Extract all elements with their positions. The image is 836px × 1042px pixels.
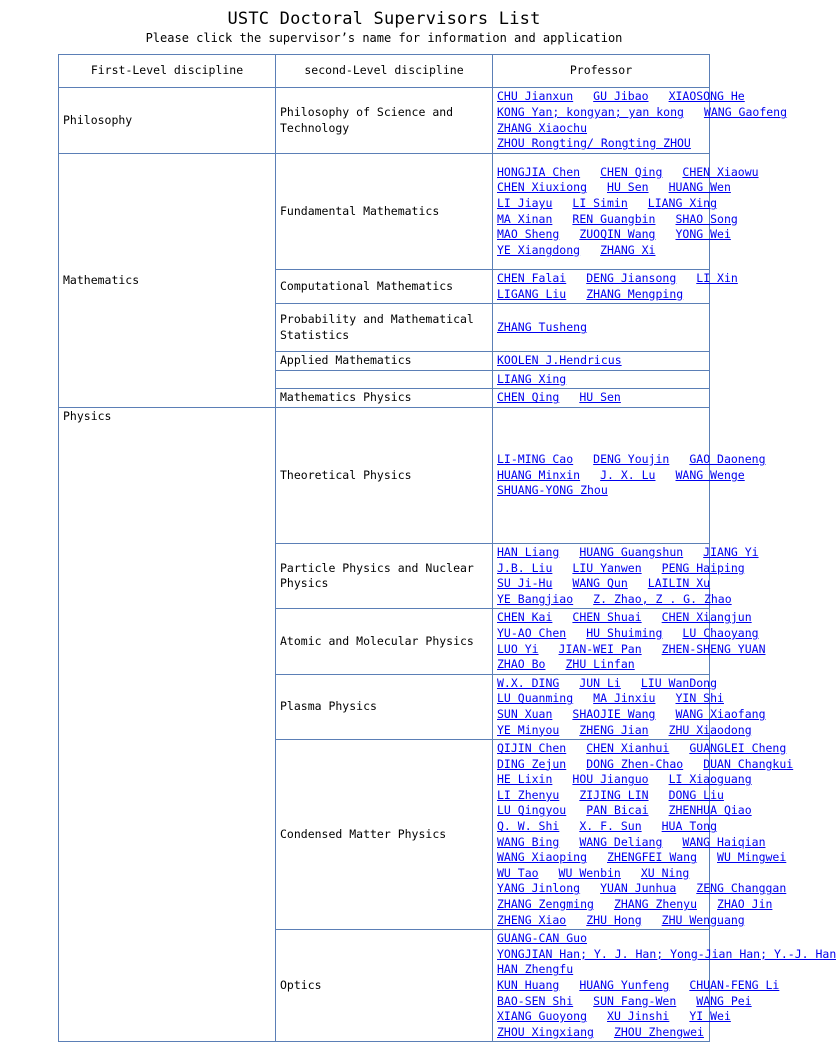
professor-line xyxy=(497,560,745,577)
professor-link[interactable]: LIANG Xing xyxy=(497,371,567,386)
professor-cell xyxy=(493,304,710,352)
professor-link[interactable]: YONG Wei xyxy=(675,227,731,242)
professor-link[interactable]: MA Xinan xyxy=(497,211,553,226)
professor-link[interactable]: SUN Xuan xyxy=(497,706,553,721)
header-first-level: First-Level discipline xyxy=(59,55,276,88)
professor-line xyxy=(497,136,705,152)
professor-link[interactable]: LI Jiayu xyxy=(497,195,553,210)
professor-link[interactable]: ZHANG Zhenyu xyxy=(613,897,698,912)
second-level-discipline: Theoretical Physics xyxy=(276,407,493,543)
professor-cell xyxy=(493,389,710,408)
professor-link[interactable]: LI Xiaoguang xyxy=(668,772,752,787)
professor-link[interactable]: WANG Haiqian xyxy=(682,834,766,849)
professor-link[interactable]: GAO Daoneng xyxy=(689,452,766,467)
professor-link[interactable]: HOU Jianguo xyxy=(572,772,649,787)
professor-link[interactable]: ZHANG Tusheng xyxy=(497,319,588,334)
professor-link[interactable]: SHAOJIE Wang xyxy=(572,706,656,721)
professor-link[interactable]: WANG Qun xyxy=(572,576,628,591)
professor-line xyxy=(497,912,745,929)
professor-link[interactable]: HUANG Minxin xyxy=(497,467,581,482)
professor-link[interactable]: KUN Huang xyxy=(497,978,560,992)
professor-link[interactable]: ZHANG Xiaochu xyxy=(497,120,588,135)
professor-link[interactable]: DONG Liu xyxy=(668,787,724,802)
professor-line xyxy=(497,834,766,851)
professor-link[interactable]: XIANG Guoyong xyxy=(497,1009,588,1024)
professor-link[interactable]: ZHOU Rongting/ Rongting ZHOU xyxy=(497,136,691,151)
professor-link[interactable]: YIN Shi xyxy=(675,691,724,706)
professor-line xyxy=(497,625,759,642)
professor-cell xyxy=(493,352,710,371)
professor-link[interactable]: YE Bangjiao xyxy=(497,591,574,606)
professor-link[interactable]: CHEN Qing xyxy=(497,390,560,405)
professor-cell xyxy=(493,930,836,1042)
second-level-discipline: Mathematics Physics xyxy=(276,389,493,408)
professor-link[interactable]: QIJIN Chen xyxy=(497,741,567,756)
professor-link[interactable]: SU Ji-Hu xyxy=(497,576,553,591)
professor-link[interactable]: BAO-SEN Shi xyxy=(497,993,574,1008)
second-level-discipline: Atomic and Molecular Physics xyxy=(276,609,493,674)
professor-line xyxy=(497,850,787,866)
professor-link[interactable]: WANG Deliang xyxy=(579,834,663,849)
professor-line xyxy=(497,164,759,181)
page-title: USTC Doctoral Supervisors List xyxy=(227,9,541,29)
professor-line xyxy=(497,819,718,835)
professor-link[interactable]: PAN Bicai xyxy=(586,803,649,818)
professor-link[interactable]: CHEN Xianhui xyxy=(586,741,670,756)
professor-link[interactable]: WANG Pei xyxy=(696,993,752,1008)
professor-link[interactable]: HAN Liang xyxy=(497,544,560,559)
professor-link[interactable]: ZHOU Xingxiang xyxy=(497,1024,594,1039)
professor-link[interactable]: HUANG Guangshun xyxy=(579,544,684,559)
professor-link[interactable]: ZENG Changgan xyxy=(696,881,787,896)
professor-line xyxy=(497,1025,705,1041)
second-level-discipline: Computational Mathematics xyxy=(276,270,493,304)
professor-link[interactable]: REN Guangbin xyxy=(572,211,656,226)
professor-link[interactable]: YE Minyou xyxy=(497,722,560,737)
professor-link[interactable]: LU Chaoyang xyxy=(682,625,759,640)
professor-link[interactable]: WANG Wenge xyxy=(675,467,745,482)
professor-line xyxy=(497,706,766,723)
professor-cell xyxy=(493,88,788,154)
professor-link[interactable]: CHEN Xiuxiong xyxy=(497,180,588,195)
professor-link[interactable]: W.X. DING xyxy=(497,675,560,690)
professor-link[interactable]: LU Quanming xyxy=(497,691,574,706)
professor-link[interactable]: ZHAO Bo xyxy=(497,657,546,672)
professor-link[interactable]: Z. Zhao, Z . G. Zhao xyxy=(593,591,732,606)
page-subtitle: Please click the supervisor’s name for information and application xyxy=(145,31,623,45)
second-level-discipline: Particle Physics and Nuclear Physics xyxy=(276,543,493,608)
professor-link[interactable]: ZHOU Zhengwei xyxy=(613,1024,704,1039)
professor-link[interactable]: JIAN-WEI Pan xyxy=(558,641,642,656)
professor-line xyxy=(497,691,724,707)
professor-line xyxy=(497,741,787,757)
professor-line xyxy=(497,610,752,626)
professor-link[interactable]: ZHENG Jian xyxy=(579,722,649,737)
professor-cell xyxy=(493,543,759,608)
professor-link[interactable]: HU Sen xyxy=(607,180,649,195)
professor-link[interactable]: ZHENGFEI Wang xyxy=(607,850,698,865)
professor-link[interactable]: ZHAO Jin xyxy=(717,897,773,912)
professor-link[interactable]: SUN Fang-Wen xyxy=(593,993,677,1008)
professor-link[interactable]: LI-MING Cao xyxy=(497,452,574,467)
professor-line xyxy=(497,641,766,658)
professor-link[interactable]: YONGJIAN Han; Y. J. Han; Yong-Jian Han; Y.-J. Han xyxy=(497,946,836,961)
professor-line xyxy=(497,195,718,212)
professor-link[interactable]: XIAOSONG He xyxy=(668,89,745,104)
professor-link[interactable]: HONGJIA Chen xyxy=(497,164,581,179)
professor-line xyxy=(497,483,705,499)
professor-line xyxy=(497,931,705,947)
professor-link[interactable]: ZHU Hong xyxy=(586,912,642,927)
professor-link[interactable]: ZUOQIN Wang xyxy=(579,227,656,242)
table-body xyxy=(59,88,836,1042)
first-level-discipline: Physics xyxy=(59,407,276,1041)
professor-link[interactable]: KOOLEN J.Hendricus xyxy=(497,353,622,368)
professor-line xyxy=(497,211,738,228)
professor-link[interactable]: HU Sen xyxy=(579,390,621,405)
professor-link[interactable]: LIGANG Liu xyxy=(497,286,567,301)
professor-link[interactable]: CHEN Qing xyxy=(600,164,663,179)
professor-link[interactable]: ZHU Wenguang xyxy=(661,912,745,927)
professor-line xyxy=(497,722,752,739)
professor-line xyxy=(497,866,705,882)
professor-line xyxy=(497,287,705,303)
professor-link[interactable]: DENG Jiansong xyxy=(586,271,677,285)
professor-link[interactable]: DUAN Changkui xyxy=(703,756,794,771)
professor-link[interactable]: WANG Bing xyxy=(497,834,560,849)
professor-link[interactable]: CHU Jianxun xyxy=(497,89,574,104)
professor-link[interactable]: WU Tao xyxy=(497,865,539,880)
professor-link[interactable]: ZHENG Xiao xyxy=(497,912,567,927)
professor-link[interactable]: ZHEN-SHENG YUAN xyxy=(661,641,766,656)
professor-link[interactable]: X. F. Sun xyxy=(579,819,642,834)
second-level-discipline: Optics xyxy=(276,930,493,1042)
professor-line xyxy=(497,104,788,121)
professor-cell xyxy=(493,370,710,389)
professor-line xyxy=(497,271,738,287)
professor-line xyxy=(497,544,759,561)
professor-line xyxy=(497,227,731,243)
professor-link[interactable]: JIANG Yi xyxy=(703,544,759,559)
professor-link[interactable]: CHEN Xiaowu xyxy=(682,164,759,179)
professor-line xyxy=(497,881,787,897)
professor-link[interactable]: HE Lixin xyxy=(497,772,553,787)
professor-line xyxy=(497,946,836,963)
professor-link[interactable]: HAN Zhengfu xyxy=(497,962,574,977)
professor-line xyxy=(497,993,752,1010)
professor-link[interactable]: LIU Yanwen xyxy=(572,560,642,575)
professor-link[interactable]: LU Qingyou xyxy=(497,803,567,818)
professor-link[interactable]: CHEN Kai xyxy=(497,610,553,625)
professor-link[interactable]: YU-AO Chen xyxy=(497,625,567,640)
second-level-discipline: Fundamental Mathematics xyxy=(276,154,493,270)
professor-line xyxy=(497,657,705,673)
professor-link[interactable]: YI Wei xyxy=(689,1009,731,1024)
professor-line xyxy=(497,243,705,259)
professor-link[interactable]: ZIJING LIN xyxy=(579,787,649,802)
professor-link[interactable]: WANG Gaofeng xyxy=(703,104,788,119)
professor-link[interactable]: MAO Sheng xyxy=(497,227,560,242)
header-professor: Professor xyxy=(493,55,710,88)
professor-link[interactable]: ZHU Xiaodong xyxy=(668,722,752,737)
professor-link[interactable]: SHUANG-YONG Zhou xyxy=(497,483,608,498)
professor-link[interactable]: LI Zhenyu xyxy=(497,787,560,802)
professor-line xyxy=(497,372,705,388)
professor-line xyxy=(497,467,745,484)
professor-line xyxy=(497,756,794,773)
supervisors-table xyxy=(58,54,836,1042)
professor-line xyxy=(497,772,752,788)
professor-link[interactable]: YANG Jinlong xyxy=(497,881,581,896)
professor-link[interactable]: J.B. Liu xyxy=(497,560,553,575)
professor-link[interactable]: CHEN Xiangjun xyxy=(661,610,752,625)
professor-line xyxy=(497,675,718,692)
second-level-discipline xyxy=(276,370,493,389)
professor-line xyxy=(497,452,766,468)
first-level-discipline: Philosophy xyxy=(59,88,276,154)
professor-link[interactable]: LIANG Xing xyxy=(647,195,718,210)
professor-link[interactable]: CHUAN-FENG Li xyxy=(689,978,780,992)
header-second-level: second-Level discipline xyxy=(276,55,493,88)
professor-link[interactable]: DONG Zhen-Chao xyxy=(586,756,684,771)
professor-cell xyxy=(493,154,759,270)
professor-link[interactable]: ZHANG Mengping xyxy=(586,286,684,301)
professor-link[interactable]: GU Jibao xyxy=(593,89,649,104)
document-page xyxy=(0,8,836,1039)
professor-cell xyxy=(493,407,766,543)
table-header-row xyxy=(59,55,710,88)
professor-link[interactable]: YE Xiangdong xyxy=(497,242,581,257)
professor-link[interactable]: LUO Yi xyxy=(497,641,539,656)
second-level-discipline: Probability and Mathematical Statistics xyxy=(276,304,493,352)
professor-line xyxy=(497,962,705,978)
first-level-discipline: Mathematics xyxy=(59,154,276,408)
professor-cell xyxy=(493,609,766,674)
professor-line xyxy=(497,353,705,369)
professor-link[interactable]: LI Xin xyxy=(696,271,738,285)
professor-cell xyxy=(493,740,794,930)
professor-line xyxy=(497,591,732,608)
professor-link[interactable]: HUA Tong xyxy=(661,819,718,834)
professor-link[interactable]: DING Zejun xyxy=(497,756,567,771)
professor-link[interactable]: HU Shuiming xyxy=(586,625,663,640)
professor-link[interactable]: ZHU Linfan xyxy=(565,657,635,672)
table-row xyxy=(59,407,710,543)
professor-line xyxy=(497,897,773,913)
second-level-discipline: Condensed Matter Physics xyxy=(276,740,493,930)
professor-line xyxy=(497,180,731,196)
professor-link[interactable]: HUANG Yunfeng xyxy=(579,978,670,992)
table-row xyxy=(59,154,710,270)
professor-link[interactable]: ZHENHUA Qiao xyxy=(668,803,752,818)
professor-line xyxy=(497,320,705,336)
professor-link[interactable]: MA Jinxiu xyxy=(593,691,656,706)
professor-link[interactable]: ZHANG Xi xyxy=(600,242,656,257)
professor-link[interactable]: WU Mingwei xyxy=(717,850,787,865)
professor-link[interactable]: JUN Li xyxy=(579,675,621,690)
professor-link[interactable]: GUANG-CAN Guo xyxy=(497,931,588,946)
second-level-discipline: Plasma Physics xyxy=(276,674,493,739)
professor-link[interactable]: WU Wenbin xyxy=(558,865,621,880)
professor-link[interactable]: HUANG Wen xyxy=(668,180,731,195)
professor-link[interactable]: SHAO Song xyxy=(675,211,738,226)
professor-link[interactable]: WANG Xiaoping xyxy=(497,850,588,865)
professor-line xyxy=(497,787,724,804)
professor-link[interactable]: XU Jinshi xyxy=(607,1009,670,1024)
professor-cell xyxy=(493,270,738,304)
professor-line xyxy=(497,803,752,819)
table-row xyxy=(59,88,710,154)
professor-line xyxy=(497,121,705,137)
professor-line xyxy=(497,89,745,105)
professor-cell xyxy=(493,674,766,739)
professor-link[interactable]: J. X. Lu xyxy=(600,467,656,482)
professor-link[interactable]: GUANGLEI Cheng xyxy=(689,741,787,756)
professor-line xyxy=(497,390,705,406)
professor-link[interactable]: ZHANG Zengming xyxy=(497,897,594,912)
second-level-discipline: Philosophy of Science and Technology xyxy=(276,88,493,154)
professor-line xyxy=(497,978,780,994)
professor-link[interactable]: DENG Youjin xyxy=(593,452,670,467)
professor-link[interactable]: LIU WanDong xyxy=(640,675,718,690)
professor-link[interactable]: CHEN Shuai xyxy=(572,610,642,625)
professor-link[interactable]: XU Ning xyxy=(640,865,690,880)
professor-link[interactable]: PENG Haiping xyxy=(661,560,745,575)
professor-link[interactable]: KONG Yan; kongyan; yan kong xyxy=(497,104,684,119)
second-level-discipline: Applied Mathematics xyxy=(276,352,493,371)
professor-link[interactable]: YUAN Junhua xyxy=(600,881,677,896)
professor-link[interactable]: Q. W. Shi xyxy=(497,819,560,834)
professor-line xyxy=(497,576,711,592)
professor-link[interactable]: WANG Xiaofang xyxy=(675,706,766,721)
professor-link[interactable]: LAILIN Xu xyxy=(647,576,711,591)
professor-link[interactable]: CHEN Falai xyxy=(497,271,567,285)
professor-link[interactable]: LI Simin xyxy=(572,195,628,210)
professor-line xyxy=(497,1009,731,1025)
